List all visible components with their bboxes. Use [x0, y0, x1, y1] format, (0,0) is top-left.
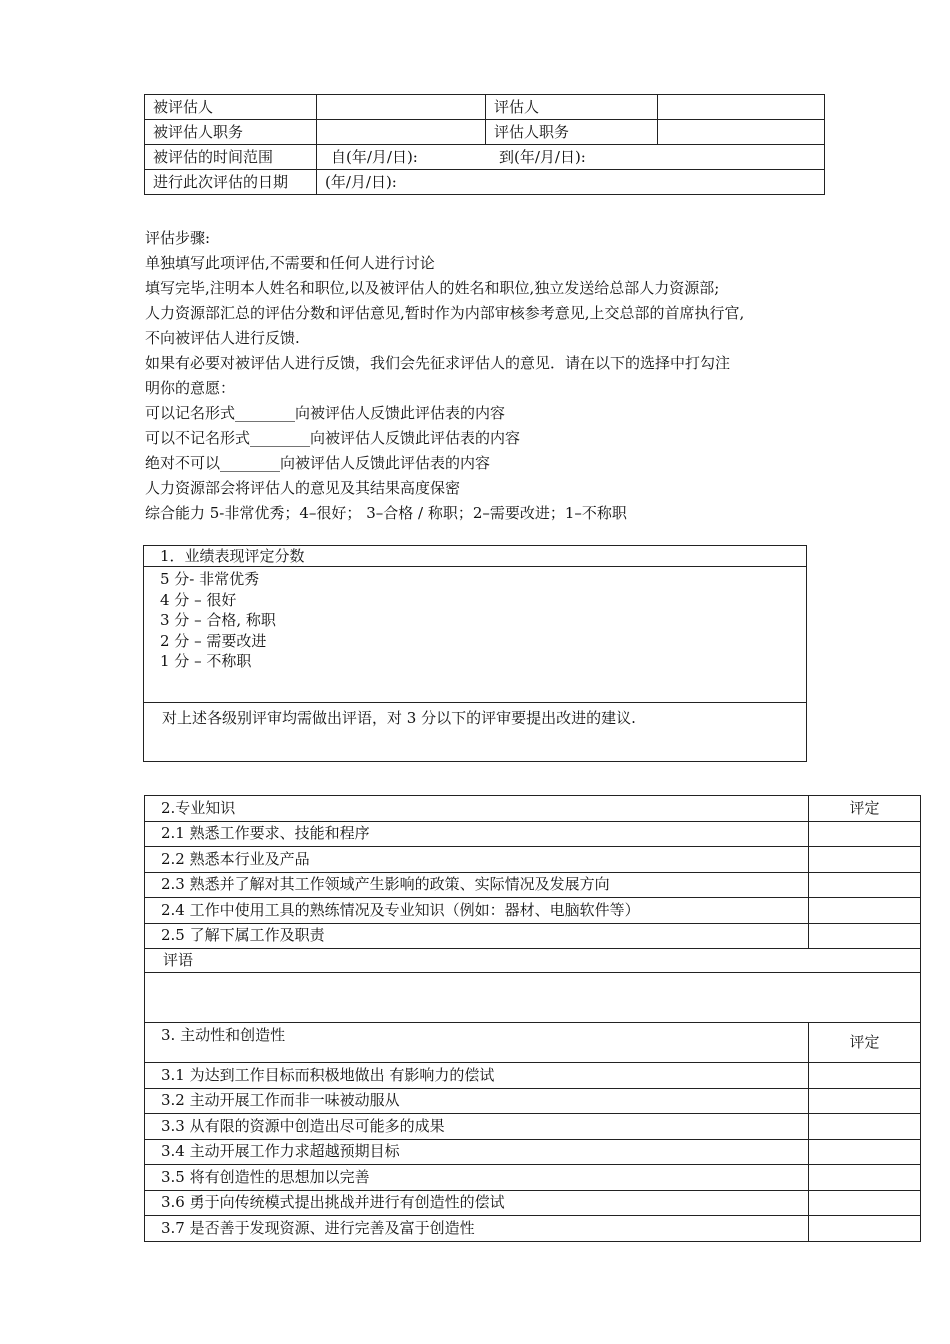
evaluatee-position-label: 被评估人职务: [145, 120, 317, 145]
time-range-from: 自(年/月/日):: [331, 147, 418, 166]
criteria-item: 3.7 是否善于发现资源、进行完善及富于创造性: [145, 1216, 809, 1242]
criteria-item: 3.2 主动开展工作而非一味被动服从: [145, 1088, 809, 1114]
evaluatee-field[interactable]: [317, 95, 486, 120]
score-level-item: 3 分 – 合格, 称职: [160, 611, 276, 629]
section3-rating-header: 评定: [809, 1023, 921, 1063]
criteria-item: 2.4 工作中使用工具的熟练情况及专业知识（例如：器材、电脑软件等）: [145, 898, 809, 924]
performance-score-box: [143, 545, 807, 762]
instruction-line: 评估步骤:: [145, 229, 211, 247]
time-range-field[interactable]: [317, 145, 825, 170]
feedback-option-anonymous[interactable]: 可以不记名形式________向被评估人反馈此评估表的内容: [145, 429, 521, 447]
criteria-item: 3.6 勇于向传统模式提出挑战并进行有创造性的偿试: [145, 1190, 809, 1216]
table-row: [145, 1165, 921, 1191]
instruction-line: 人力资源部汇总的评估分数和评估意见,暂时作为内部审核参考意见,上交总部的首席执行官,: [145, 304, 745, 322]
score-level-item: 2 分 – 需要改进: [160, 631, 267, 650]
rating-cell[interactable]: [809, 821, 921, 847]
rating-cell[interactable]: [809, 1216, 921, 1242]
score-level-item: 1 分 – 不称职: [160, 652, 252, 670]
section2-title: 2.专业知识: [145, 796, 809, 822]
evaluatee-position-field[interactable]: [317, 120, 486, 145]
criteria-item: 3.1 为达到工作目标而积极地做出 有影响力的偿试: [145, 1063, 809, 1089]
rating-cell[interactable]: [809, 1165, 921, 1191]
table-row: [145, 1063, 921, 1089]
performance-box-note: 对上述各级别评审均需做出评语，对 3 分以下的评审要提出改进的建议.: [162, 709, 636, 727]
feedback-option-none[interactable]: 绝对不可以________向被评估人反馈此评估表的内容: [145, 454, 491, 472]
table-row: [145, 821, 921, 847]
criteria-item: 2.1 熟悉工作要求、技能和程序: [145, 821, 809, 847]
rating-cell[interactable]: [809, 1063, 921, 1089]
evaluator-label: 评估人: [486, 95, 658, 120]
evaluation-table: [144, 795, 921, 1242]
rating-cell[interactable]: [809, 1139, 921, 1165]
comment-input-area[interactable]: [145, 973, 921, 1023]
score-level-item: 4 分 – 很好: [160, 590, 237, 609]
comment-label: 评语: [145, 949, 921, 973]
criteria-item: 3.3 从有限的资源中创造出尽可能多的成果: [145, 1114, 809, 1140]
criteria-item: 2.2 熟悉本行业及产品: [145, 847, 809, 873]
section2-header-row: [145, 796, 921, 822]
eval-date-label: 进行此次评估的日期: [145, 170, 317, 195]
criteria-item: 3.4 主动开展工作力求超越预期目标: [145, 1139, 809, 1165]
table-row: [145, 1088, 921, 1114]
header-row: [145, 120, 825, 145]
score-level-item: 5 分- 非常优秀: [160, 570, 260, 588]
table-row: [145, 923, 921, 949]
instruction-line: 明你的意愿：: [145, 379, 236, 397]
header-row: [145, 95, 825, 120]
section2-rating-header: 评定: [809, 796, 921, 822]
instruction-line: 人力资源部会将评估人的意见及其结果高度保密: [145, 479, 461, 497]
rating-cell[interactable]: [809, 1088, 921, 1114]
table-row: [145, 898, 921, 924]
time-range-label: 被评估的时间范围: [145, 145, 317, 170]
eval-date-field[interactable]: (年/月/日):: [317, 170, 825, 195]
criteria-item: 2.5 了解下属工作及职责: [145, 923, 809, 949]
rating-cell[interactable]: [809, 923, 921, 949]
criteria-item: 2.3 熟悉并了解对其工作领域产生影响的政策、实际情况及发展方向: [145, 872, 809, 898]
header-row: [145, 170, 825, 195]
rating-cell[interactable]: [809, 898, 921, 924]
table-row: [145, 1139, 921, 1165]
header-info-table: [144, 94, 825, 195]
performance-box-title: 1．业绩表现评定分数: [144, 546, 806, 567]
table-row: [145, 1216, 921, 1242]
instruction-line: 填写完毕,注明本人姓名和职位,以及被评估人的姓名和职位,独立发送给总部人力资源部;: [145, 279, 720, 297]
instruction-line: 不向被评估人进行反馈.: [145, 329, 300, 347]
score-level-list: [144, 567, 806, 703]
header-row: [145, 145, 825, 170]
evaluator-position-field[interactable]: [658, 120, 825, 145]
rating-cell[interactable]: [809, 1114, 921, 1140]
criteria-item: 3.5 将有创造性的思想加以完善: [145, 1165, 809, 1191]
evaluator-field[interactable]: [658, 95, 825, 120]
rating-scale-line: 综合能力 5-非常优秀；4–很好； 3–合格 / 称职；2–需要改进；1–不称职: [145, 504, 627, 522]
table-row: [145, 1114, 921, 1140]
table-row: [145, 872, 921, 898]
rating-cell[interactable]: [809, 847, 921, 873]
section3-header-row: [145, 1023, 921, 1063]
comment-input-row: [145, 973, 921, 1023]
evaluatee-label: 被评估人: [145, 95, 317, 120]
comment-label-row: [145, 949, 921, 973]
table-row: [145, 1190, 921, 1216]
rating-cell[interactable]: [809, 872, 921, 898]
evaluator-position-label: 评估人职务: [486, 120, 658, 145]
time-range-to: 到(年/月/日):: [499, 147, 586, 166]
instruction-line: 单独填写此项评估,不需要和任何人进行讨论: [145, 254, 435, 272]
evaluation-instructions: [145, 226, 825, 526]
table-row: [145, 847, 921, 873]
rating-cell[interactable]: [809, 1190, 921, 1216]
instruction-line: 如果有必要对被评估人进行反馈，我们会先征求评估人的意见．请在以下的选择中打勾注: [145, 354, 731, 372]
feedback-option-named[interactable]: 可以记名形式________向被评估人反馈此评估表的内容: [145, 404, 506, 422]
section3-title: 3. 主动性和创造性: [145, 1023, 809, 1063]
